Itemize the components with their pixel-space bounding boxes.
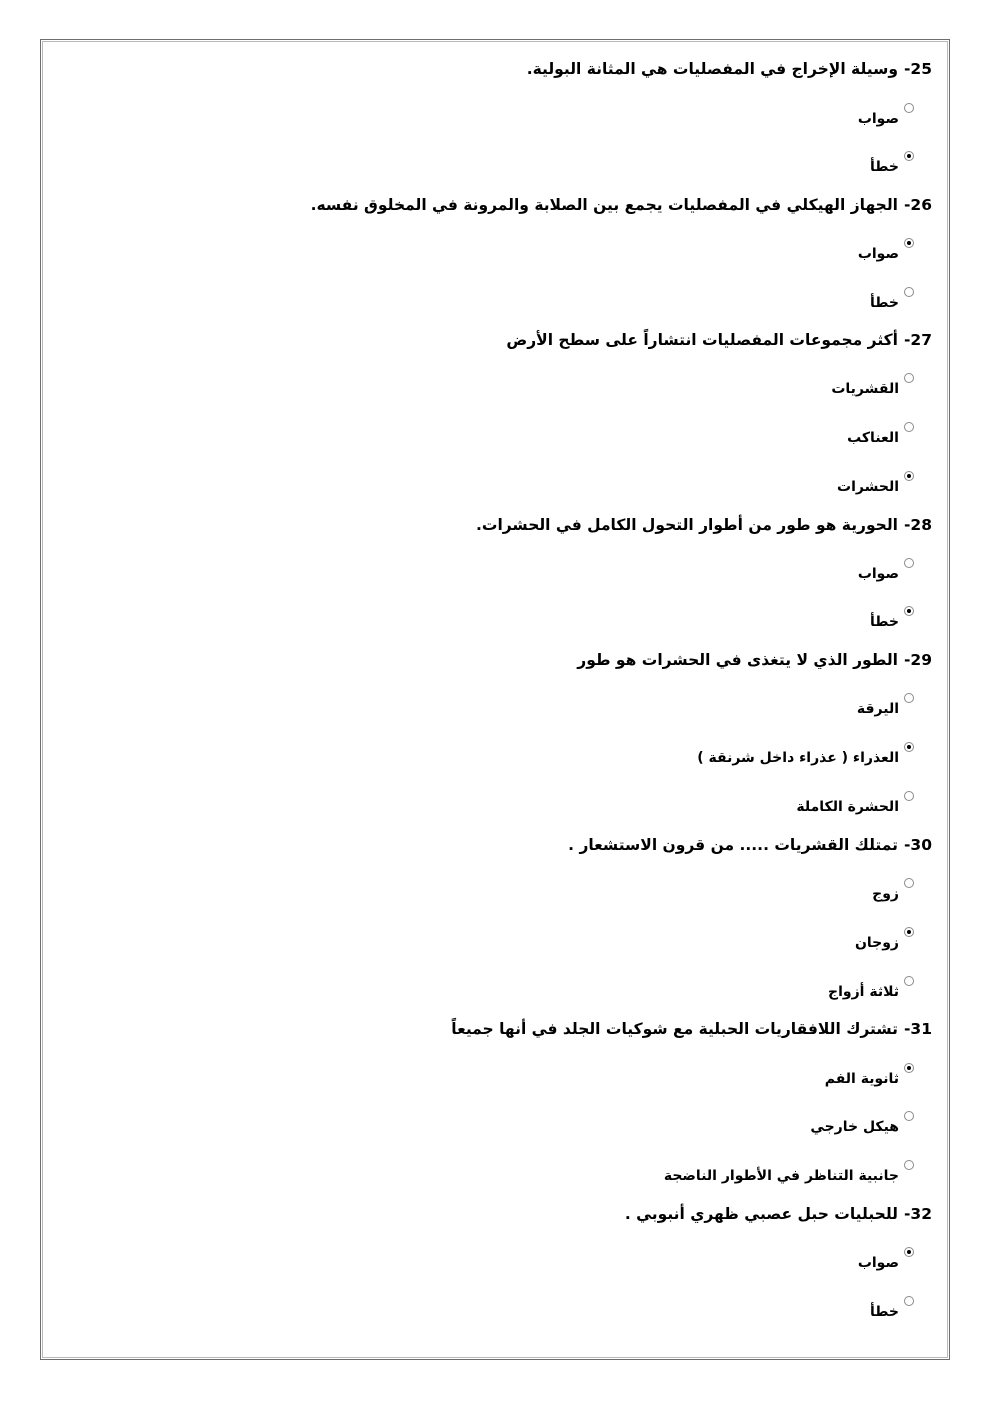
radio-button-checked-icon[interactable] — [904, 742, 914, 752]
radio-button-checked-icon[interactable] — [904, 151, 914, 161]
radio-button-icon[interactable] — [904, 103, 914, 113]
option-label: خطأ — [870, 159, 899, 175]
option-label: زوجان — [854, 935, 899, 951]
option-label: العذراء ( عذراء داخل شرنقة ) — [697, 750, 899, 766]
radio-button-icon[interactable] — [904, 693, 914, 703]
question-text: تمتلك القشريات ..... من قرون الاستشعار . — [568, 836, 898, 854]
option-false[interactable] — [870, 153, 914, 175]
question-text: الطور الذي لا يتغذى في الحشرات هو طور — [577, 651, 898, 669]
option-true[interactable] — [858, 1249, 914, 1271]
option-true[interactable] — [858, 240, 914, 262]
option-label: خطأ — [870, 295, 899, 311]
option-bilateral-symmetry[interactable] — [664, 1162, 914, 1184]
radio-button-icon[interactable] — [904, 791, 914, 801]
question-26 — [311, 196, 932, 214]
option-insects[interactable] — [837, 473, 914, 495]
option-one-pair[interactable] — [872, 880, 914, 902]
question-number: 27- — [903, 331, 932, 349]
option-true[interactable] — [858, 560, 914, 582]
question-number: 30- — [903, 836, 932, 854]
option-label: ثلاثة أزواج — [828, 984, 899, 1000]
question-30 — [568, 836, 932, 854]
option-label: هيكل خارجي — [810, 1119, 899, 1135]
question-number: 28- — [903, 516, 932, 534]
radio-button-icon[interactable] — [904, 1160, 914, 1170]
option-label: صواب — [857, 566, 899, 582]
option-adult[interactable] — [796, 793, 914, 815]
option-label: القشريات — [831, 381, 899, 397]
option-label: صواب — [857, 1255, 899, 1271]
option-false[interactable] — [870, 608, 914, 630]
option-two-pairs[interactable] — [855, 929, 914, 951]
question-text: للحبليات حبل عصبي ظهري أنبوبي . — [624, 1205, 898, 1223]
question-number: 26- — [903, 196, 932, 214]
option-label: صواب — [857, 111, 899, 127]
question-text: وسيلة الإخراج في المفصليات هي المثانة البولية. — [526, 60, 898, 78]
radio-button-icon[interactable] — [904, 1296, 914, 1306]
radio-button-icon[interactable] — [904, 422, 914, 432]
question-text: الجهاز الهيكلي في المفصليات يجمع بين الصلابة والمرونة في المخلوق نفسه. — [310, 196, 898, 214]
question-31 — [451, 1020, 932, 1038]
question-32 — [625, 1205, 932, 1223]
option-label: زوج — [872, 886, 899, 902]
question-text: تشترك اللافقاريات الحبلية مع شوكيات الجلد في أنها جميعاً — [451, 1020, 898, 1038]
radio-button-icon[interactable] — [904, 1111, 914, 1121]
option-deuterostome[interactable] — [825, 1065, 914, 1087]
option-label: الحشرة الكاملة — [796, 799, 899, 815]
option-label: جانبية التناظر في الأطوار الناضجة — [663, 1168, 899, 1184]
question-text: الحورية هو طور من أطوار التحول الكامل في الحشرات. — [476, 516, 898, 534]
radio-button-icon[interactable] — [904, 287, 914, 297]
question-number: 25- — [903, 60, 932, 78]
option-label: اليرقة — [856, 701, 899, 717]
option-arachnids[interactable] — [847, 424, 914, 446]
option-label: صواب — [857, 246, 899, 262]
option-pupa[interactable] — [697, 744, 914, 766]
option-three-pairs[interactable] — [828, 978, 914, 1000]
option-label: خطأ — [870, 614, 899, 630]
option-label: العناكب — [847, 430, 899, 446]
option-larva[interactable] — [857, 695, 914, 717]
question-27 — [506, 331, 932, 349]
option-true[interactable] — [858, 105, 914, 127]
radio-button-icon[interactable] — [904, 878, 914, 888]
radio-button-checked-icon[interactable] — [904, 1063, 914, 1073]
radio-button-checked-icon[interactable] — [904, 238, 914, 248]
radio-button-icon[interactable] — [904, 373, 914, 383]
question-text: أكثر مجموعات المفصليات انتشاراً على سطح الأرض — [506, 331, 898, 349]
radio-button-checked-icon[interactable] — [904, 471, 914, 481]
question-number: 29- — [903, 651, 932, 669]
radio-button-checked-icon[interactable] — [904, 927, 914, 937]
option-label: ثانوية الفم — [824, 1071, 899, 1087]
option-crustaceans[interactable] — [831, 375, 914, 397]
radio-button-icon[interactable] — [904, 558, 914, 568]
option-false[interactable] — [870, 1298, 914, 1320]
question-number: 31- — [903, 1020, 932, 1038]
radio-button-checked-icon[interactable] — [904, 1247, 914, 1257]
option-false[interactable] — [870, 289, 914, 311]
option-label: خطأ — [870, 1304, 899, 1320]
question-number: 32- — [903, 1205, 932, 1223]
option-exoskeleton[interactable] — [810, 1113, 914, 1135]
question-28 — [476, 516, 932, 534]
option-label: الحشرات — [837, 479, 899, 495]
question-29 — [577, 651, 932, 669]
question-25 — [527, 60, 932, 78]
radio-button-checked-icon[interactable] — [904, 606, 914, 616]
radio-button-icon[interactable] — [904, 976, 914, 986]
